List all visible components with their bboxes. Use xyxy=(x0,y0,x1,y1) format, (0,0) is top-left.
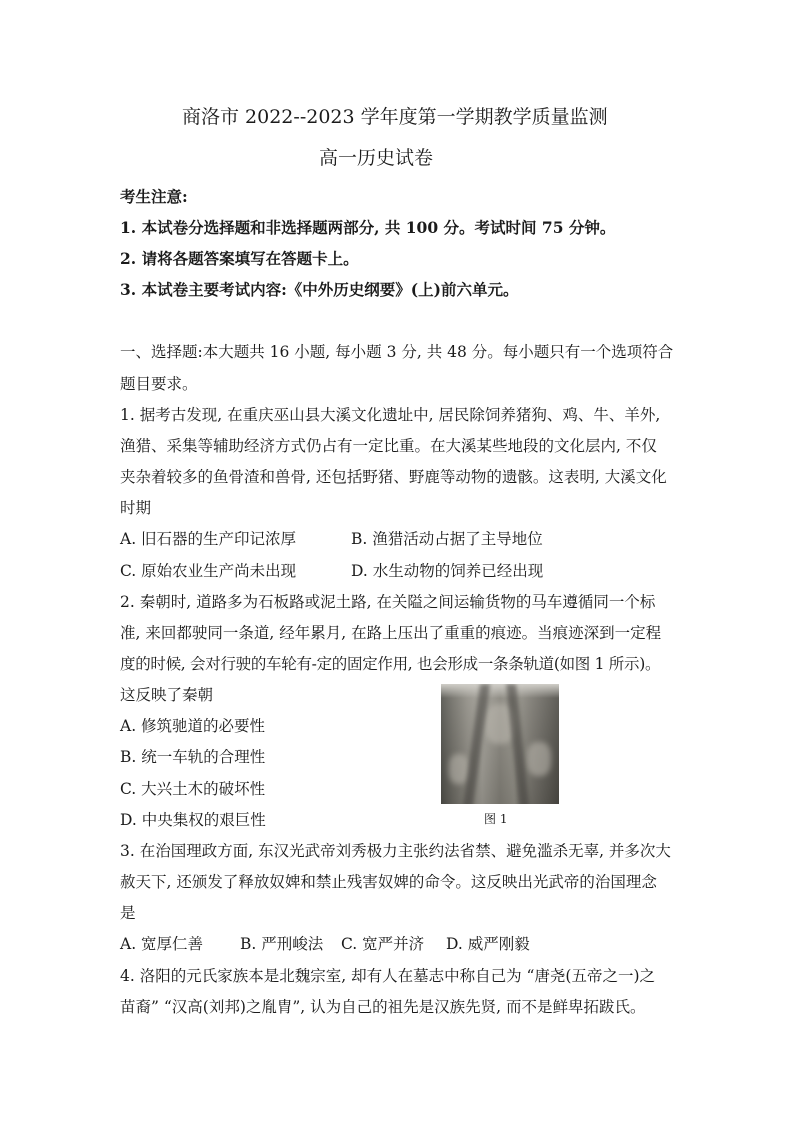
question-3-text: 赦天下, 还颁发了释放奴婢和禁止残害奴婢的命令。这反映出光武帝的治国理念 xyxy=(120,873,657,891)
question-3-option-a: A. 宽厚仁善 xyxy=(120,935,204,953)
page-subtitle: 高一历史试卷 xyxy=(319,147,434,169)
question-3-text: 是 xyxy=(120,904,136,922)
question-2-option-d: D. 中央集权的艰巨性 xyxy=(120,811,266,829)
notice-item: 1. 本试卷分选择题和非选择题两部分, 共 100 分。考试时间 75 分钟。 xyxy=(120,218,616,237)
question-2-text: 度的时候, 会对行驶的车轮有-定的固定作用, 也会形成一条条轨道(如图 1 所示)。 xyxy=(120,655,661,673)
notice-heading: 考生注意: xyxy=(120,187,188,206)
question-2-text: 这反映了秦朝 xyxy=(120,686,214,704)
question-1-text: 1. 据考古发现, 在重庆巫山县大溪文化遗址中, 居民除饲养猪狗、鸡、牛、羊外, xyxy=(120,406,661,424)
question-3-option-c: C. 宽严并济 xyxy=(341,935,425,953)
section-heading: 题目要求。 xyxy=(120,375,198,393)
figure-1-photo xyxy=(441,684,559,804)
question-4-text: 4. 洛阳的元氏家族本是北魏宗室, 却有人在墓志中称自己为 “唐尧(五帝之一)之 xyxy=(120,967,656,985)
question-1-option-b: B. 渔猎活动占据了主导地位 xyxy=(351,530,543,548)
question-1-text: 夹杂着较多的鱼骨渣和兽骨, 还包括野猪、野鹿等动物的遗骸。这表明, 大溪文化 xyxy=(120,468,667,486)
figure-1-caption: 图 1 xyxy=(484,812,508,826)
section-heading: 一、选择题:本大题共 16 小题, 每小题 3 分, 共 48 分。每小题只有一个选项符合 xyxy=(120,343,674,361)
question-3-text: 3. 在治国理政方面, 东汉光武帝刘秀极力主张约法省禁、避免滥杀无辜, 并多次大 xyxy=(120,842,671,860)
question-2-option-c: C. 大兴土木的破坏性 xyxy=(120,780,266,798)
question-2-option-a: A. 修筑驰道的必要性 xyxy=(120,717,266,735)
notice-item: 3. 本试卷主要考试内容:《中外历史纲要》(上)前六单元。 xyxy=(120,280,519,299)
question-2-text: 准, 来回都驶同一条道, 经年累月, 在路上压出了重重的痕迹。当痕迹深到一定程 xyxy=(120,624,662,642)
question-2-text: 2. 秦朝时, 道路多为石板路或泥土路, 在关隘之间运输货物的马车遵循同一个标 xyxy=(120,593,656,611)
question-3-option-d: D. 威严刚毅 xyxy=(446,935,530,953)
page-title: 商洛市 2022--2023 学年度第一学期教学质量监测 xyxy=(182,106,608,128)
question-4-text: 苗裔” “汉高(刘邦)之胤胄”, 认为自己的祖先是汉族先贤, 而不是鲜卑拓跋氏。 xyxy=(120,998,646,1016)
question-3-option-b: B. 严刑峻法 xyxy=(240,935,324,953)
question-1-option-c: C. 原始农业生产尚未出现 xyxy=(120,562,297,580)
question-1-text: 渔猎、采集等辅助经济方式仍占有一定比重。在大溪某些地段的文化层内, 不仅 xyxy=(120,437,657,455)
question-1-text: 时期 xyxy=(120,499,152,517)
question-1-option-a: A. 旧石器的生产印记浓厚 xyxy=(120,530,297,548)
question-1-option-d: D. 水生动物的饲养已经出现 xyxy=(351,562,544,580)
notice-item: 2. 请将各题答案填写在答题卡上。 xyxy=(120,249,359,268)
question-2-option-b: B. 统一车轨的合理性 xyxy=(120,748,266,766)
